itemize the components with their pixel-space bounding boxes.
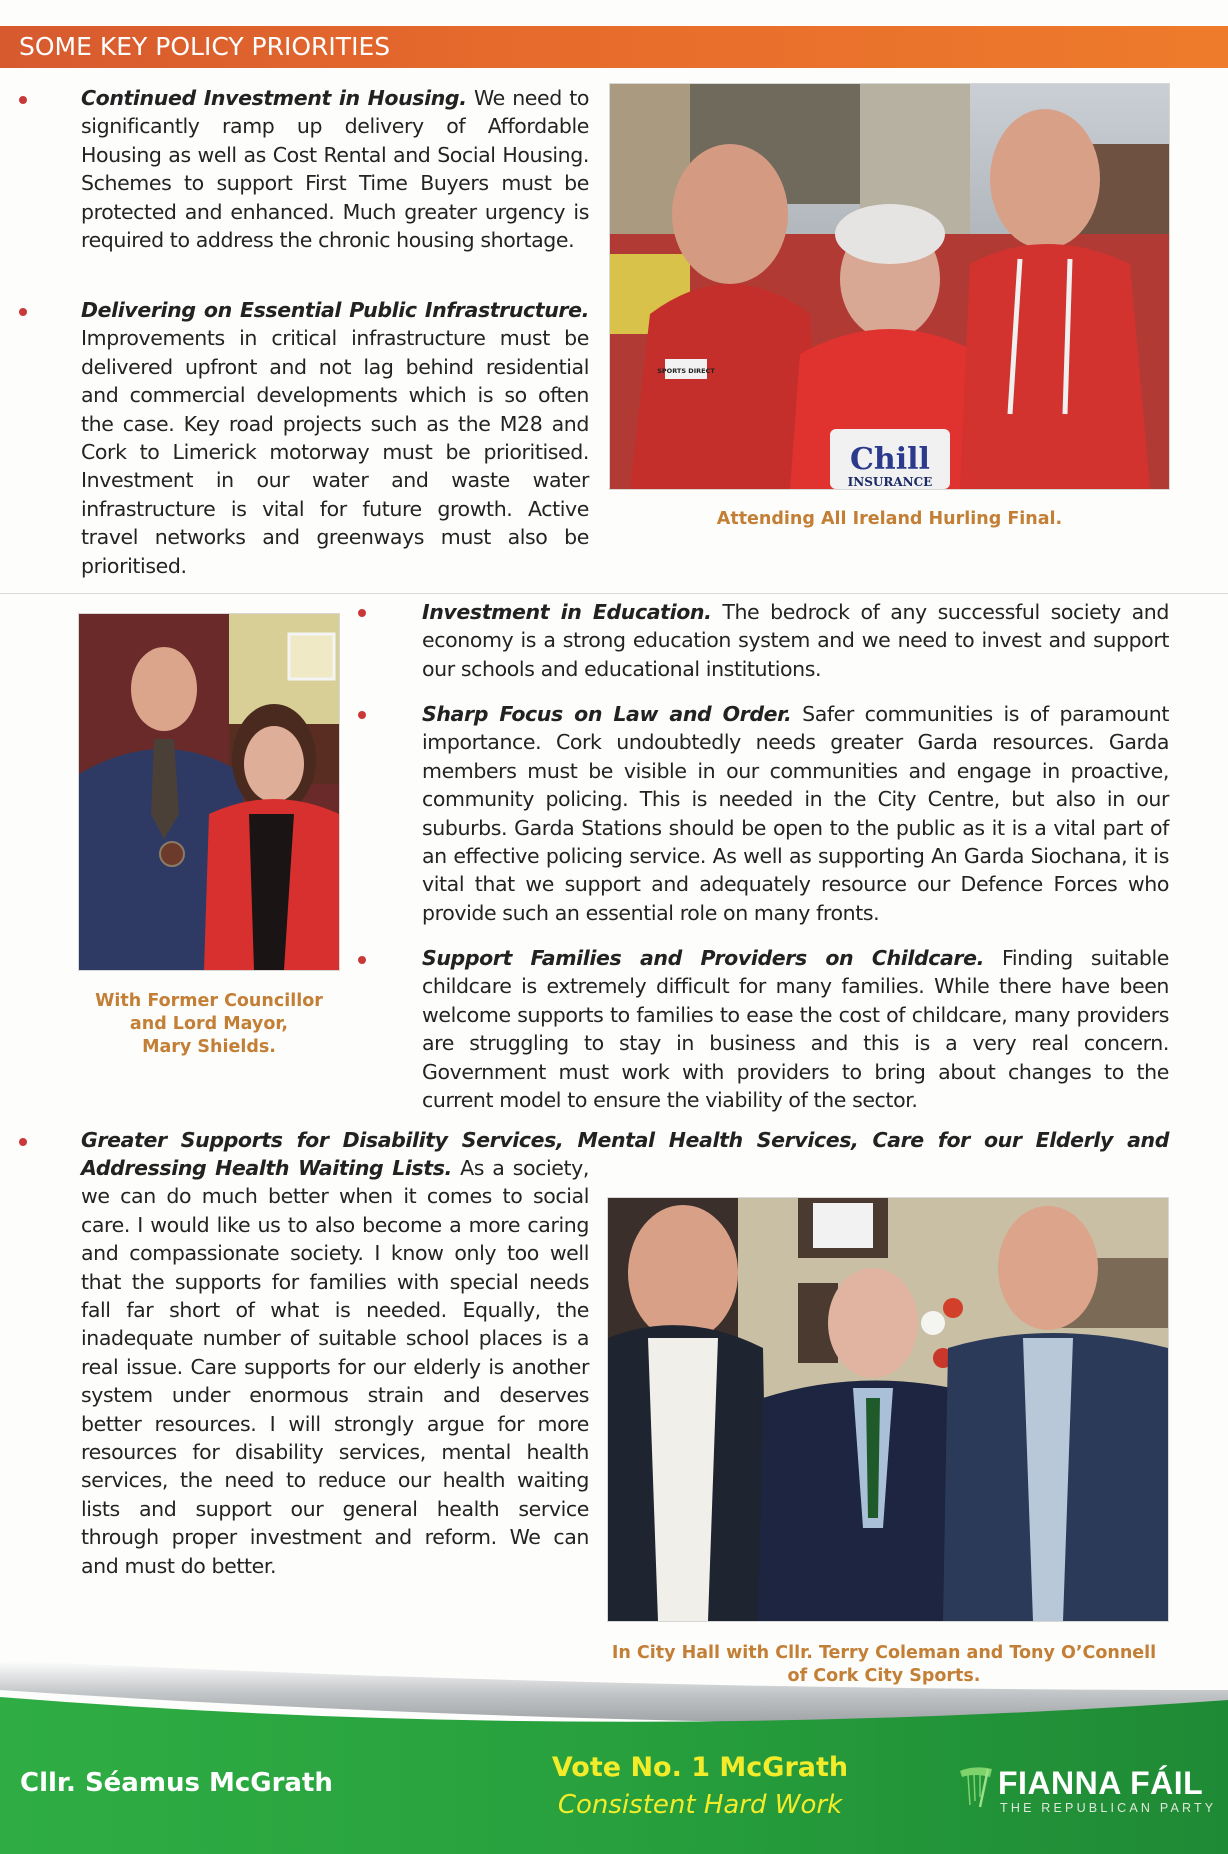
priority-heading: Addressing Health Waiting Lists. xyxy=(81,1156,452,1180)
caption-line: and Lord Mayor, xyxy=(129,1014,289,1034)
bullet-icon xyxy=(19,96,27,104)
priority-health xyxy=(81,1154,589,1580)
party-subtitle: THE REPUBLICAN PARTY xyxy=(1000,1801,1217,1815)
shirt-sponsor-text: Chill xyxy=(850,442,930,477)
priority-body: As a society, we can do much better when it comes to social care. I would like us to also become a more caring and compassionate society. I know only too well that the supports for families with special needs fall far short of what is needed. Equally, the inadequate number of suitable school places is a real issue. Care supports for our elderly is another system under enormous strain and deserves better resources. I will strongly argue for more resources for disability services, mental health services, the need to reduce our health waiting lists and support our general health service through proper investment and reform. We can and must do better. xyxy=(81,1156,589,1578)
priority-heading: Sharp Focus on Law and Order. xyxy=(422,702,792,726)
priority-heading: Support Families and Providers on Childcare. xyxy=(422,946,985,970)
priority-body: Improvements in critical infrastructure must be delivered upfront and not lag behind residential and commercial developments which is so often the case. Key road projects such as the M28 and Cork to Limerick motorway must be prioritised. Investment in our water and waste water infrastructure is vital for future growth. Active travel networks and greenways must also be prioritised. xyxy=(81,326,589,578)
bullet-icon xyxy=(358,609,366,617)
mary-shields-photo-image xyxy=(79,614,339,970)
caption-line: of Cork City Sports. xyxy=(787,1666,981,1686)
vote-slogan: Vote No. 1 McGrath xyxy=(551,1752,849,1783)
party-name: FIANNA FÁIL xyxy=(998,1765,1204,1801)
caption-line: With Former Councillor xyxy=(95,991,323,1011)
photo-hurling-final xyxy=(610,84,1169,489)
photo-mary-shields xyxy=(79,614,339,970)
caption-line: Mary Shields. xyxy=(142,1037,276,1057)
priority-housing xyxy=(81,84,589,254)
bullet-icon xyxy=(19,1138,27,1146)
photo-caption xyxy=(79,990,339,1059)
photo-caption: Attending All Ireland Hurling Final. xyxy=(716,509,1063,529)
priority-body: Safer communities is of paramount importance. Cork undoubtedly needs greater Garda resources. Garda members must be visible in our communities and engage in proactive, community policing. This is needed in the City Centre, but also in our suburbs. Garda Stations should be open to the public as it is a vital part of an effective policing service. As well as supporting An Garda Siochana, it is vital that we support and adequately resource our Defence Forces who provide such an essential role on many fronts. xyxy=(422,702,1169,925)
bullet-icon xyxy=(358,711,366,719)
priority-health-heading-line xyxy=(81,1126,1169,1154)
bullet-icon xyxy=(19,308,27,316)
priority-body: Finding suitable childcare is extremely difficult for many families. While there have been welcome supports to families to ease the cost of childcare, many providers are struggling to stay in business and this is a very real concern. Government must work with providers to bring about changes to the current model to ensure the viability of the sector. xyxy=(422,946,1169,1113)
priority-heading: Continued Investment in Housing. xyxy=(81,86,467,110)
harp-flag-logo-icon xyxy=(958,1765,994,1809)
candidate-name: Cllr. Séamus McGrath xyxy=(20,1768,333,1798)
priority-childcare xyxy=(422,944,1169,1114)
city-hall-photo-image xyxy=(608,1198,1168,1621)
shirt-logo-text: SPORTS DIRECT xyxy=(657,367,715,375)
hurling-final-photo-image xyxy=(610,84,1169,489)
bullet-icon xyxy=(358,956,366,964)
photo-city-hall xyxy=(608,1198,1168,1621)
shirt-sponsor-subtext: INSURANCE xyxy=(847,475,933,489)
priority-heading: Investment in Education. xyxy=(422,600,712,624)
section-header-bar xyxy=(0,26,1228,68)
caption-line: In City Hall with Cllr. Terry Coleman and Tony O’Connell xyxy=(611,1643,1157,1663)
priority-education xyxy=(422,598,1169,683)
priority-heading: Greater Supports for Disability Services, Mental Health Services, Care for our Elderly and xyxy=(81,1128,1169,1152)
fold-line xyxy=(0,593,1228,594)
priority-infrastructure xyxy=(81,296,589,580)
priority-heading: Delivering on Essential Public Infrastructure. xyxy=(81,298,589,322)
priority-body: We need to significantly ramp up delivery of Affordable Housing as well as Cost Rental and Social Housing. Schemes to support First Time Buyers must be protected and enhanced. Much greater urgency is required to address the chronic housing shortage. xyxy=(81,86,589,253)
priority-body: The bedrock of any successful society and economy is a strong education system and we need to invest and support our schools and educational institutions. xyxy=(422,600,1169,681)
tagline: Consistent Hard Work xyxy=(557,1790,843,1820)
section-title: SOME KEY POLICY PRIORITIES xyxy=(19,32,391,61)
priority-law-order xyxy=(422,700,1169,927)
